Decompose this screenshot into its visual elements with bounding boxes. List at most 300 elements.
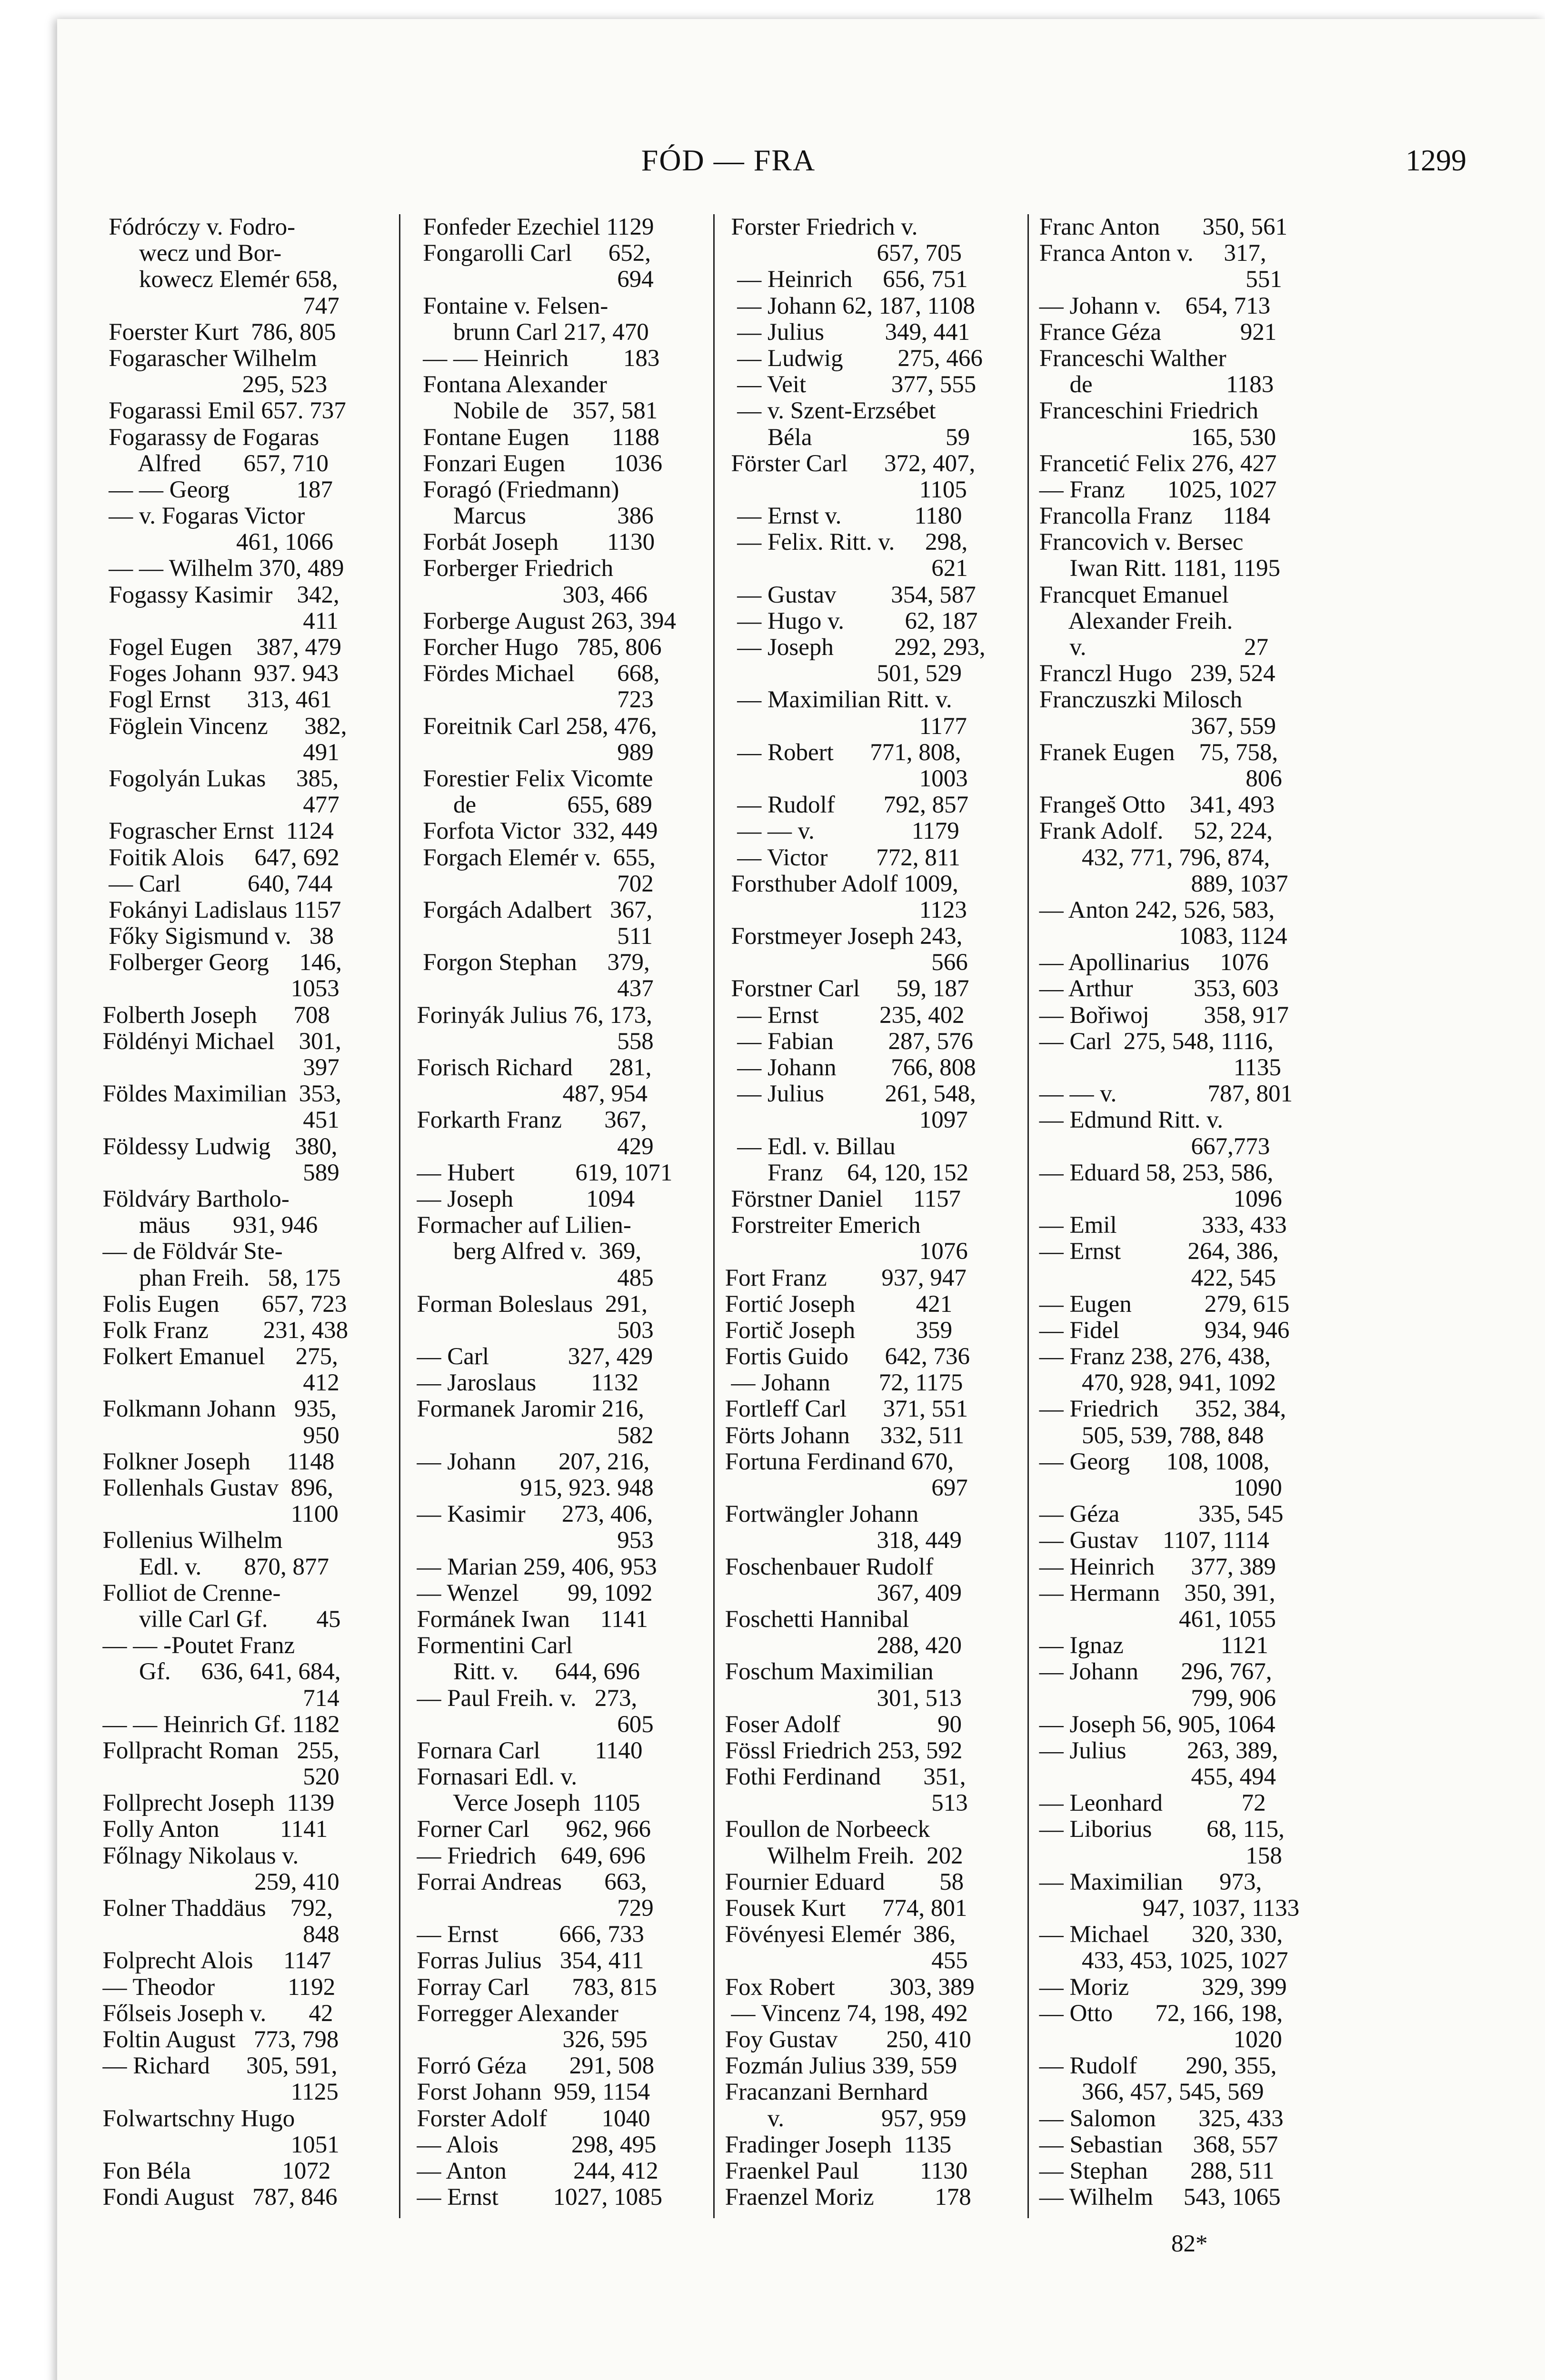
index-entry-line: — Edl. v. Billau <box>719 1133 896 1160</box>
index-entry-line: Fogel Eugen 387, 479 <box>90 634 341 661</box>
index-entry-line: Forstreiter Emerich <box>719 1212 921 1239</box>
index-entry-line: — — Wilhelm 370, 489 <box>90 555 344 582</box>
index-entry-line: Formánek Iwan 1141 <box>405 1606 648 1633</box>
index-entry-line: berg Alfred v. 369, <box>405 1238 642 1265</box>
index-entry-line: Folk Franz 231, 438 <box>90 1317 349 1344</box>
index-entry-line: — Julius 349, 441 <box>719 318 970 346</box>
index-entry-line: — Vincenz 74, 198, 492 <box>719 2000 968 2027</box>
index-entry-line: — Ludwig 275, 466 <box>719 345 983 372</box>
index-entry-line: 702 <box>405 870 654 897</box>
index-entry-line: France Géza 921 <box>1033 318 1277 346</box>
index-entry-line: 947, 1037, 1133 <box>1033 1895 1300 1922</box>
index-entry-line: — Otto 72, 166, 198, <box>1033 2000 1283 2027</box>
index-entry-line: — Heinrich 656, 751 <box>719 266 968 293</box>
index-entry-line: Foltin August 773, 798 <box>90 2026 339 2053</box>
index-entry-line: Fogolyán Lukas 385, <box>90 765 339 792</box>
index-entry-line: 513 <box>719 1790 968 1817</box>
index-entry-line: — Joseph 56, 905, 1064 <box>1033 1711 1276 1738</box>
index-entry-line: Folis Eugen 657, 723 <box>90 1290 347 1318</box>
index-entry-line: brunn Carl 217, 470 <box>405 318 649 346</box>
page-number: 1299 <box>1405 143 1466 177</box>
index-entry-line: Folwartschny Hugo <box>90 2105 295 2132</box>
index-entry-line: 950 <box>90 1422 339 1449</box>
index-entry-line: mäus 931, 946 <box>90 1212 318 1239</box>
index-entry-line: kowecz Elemér 658, <box>90 266 338 293</box>
index-entry-line: 301, 513 <box>719 1685 962 1712</box>
index-entry-line: Forgách Adalbert 367, <box>405 896 653 923</box>
index-entry-line: 461, 1055 <box>1033 1606 1276 1633</box>
index-entry-line: — Georg 108, 1008, <box>1033 1448 1270 1475</box>
index-entry-line: — Hugo v. 62, 187 <box>719 607 978 635</box>
index-entry-line: Fozmán Julius 339, 559 <box>719 2053 957 2080</box>
index-entry-line: — Wenzel 99, 1092 <box>405 1579 653 1606</box>
index-entry-line: 485 <box>405 1264 654 1291</box>
index-entry-line: Iwan Ritt. 1181, 1195 <box>1033 555 1280 582</box>
index-entry-line: Folliot de Crenne- <box>90 1579 281 1606</box>
index-entry-line: — Johann 72, 1175 <box>719 1369 963 1397</box>
index-entry-line: Forner Carl 962, 966 <box>405 1816 651 1843</box>
index-entry-line: Fothi Ferdinand 351, <box>719 1764 966 1791</box>
index-entry-line: 1100 <box>90 1501 339 1528</box>
index-entry-line: — Heinrich 377, 389 <box>1033 1553 1276 1580</box>
index-entry-line: Folkert Emanuel 275, <box>90 1343 338 1370</box>
index-entry-line: 477 <box>90 792 339 819</box>
index-entry-line: — — Georg 187 <box>90 476 333 503</box>
index-entry-line: 1076 <box>719 1238 968 1265</box>
index-entry-line: 953 <box>405 1527 654 1554</box>
index-entry-line: Fontane Eugen 1188 <box>405 424 659 451</box>
index-entry-line: 511 <box>405 923 653 950</box>
index-entry-line: Franz 64, 120, 152 <box>719 1159 969 1186</box>
index-entry-line: Forbát Joseph 1130 <box>405 529 655 556</box>
index-entry-line: Fondi August 787, 846 <box>90 2184 338 2211</box>
index-entry-line: Forgon Stephan 379, <box>405 949 650 976</box>
index-entry-line: Förstner Daniel 1157 <box>719 1185 961 1212</box>
index-entry-line: — Anton 242, 526, 583, <box>1033 896 1275 923</box>
index-entry-line: Fortleff Carl 371, 551 <box>719 1396 968 1423</box>
index-entry-line: 487, 954 <box>405 1081 648 1108</box>
index-entry-line: Foragó (Friedmann) <box>405 476 619 503</box>
index-entry-line: 729 <box>405 1895 654 1922</box>
page-header <box>0 143 1545 186</box>
index-entry-line: Főky Sigismund v. 38 <box>90 923 334 950</box>
index-entry-line: — Maximilian 973, <box>1033 1868 1262 1895</box>
index-entry-line: Foschetti Hannibal <box>719 1606 909 1633</box>
index-entry-line: 582 <box>405 1422 654 1449</box>
index-entry-line: 1123 <box>719 896 967 923</box>
index-entry-line: Főlnagy Nikolaus v. <box>90 1842 299 1869</box>
index-entry-line: 501, 529 <box>719 660 962 687</box>
index-entry-line: 303, 466 <box>405 581 648 608</box>
index-entry-line: — Liborius 68, 115, <box>1033 1816 1285 1843</box>
index-entry-line: — Felix. Ritt. v. 298, <box>719 529 968 556</box>
index-entry-line: — v. Fogaras Victor <box>90 503 305 530</box>
index-entry-line: Forkarth Franz 367, <box>405 1107 647 1134</box>
index-entry-line: 747 <box>90 292 339 319</box>
index-entry-line: Fogarassy de Fogaras <box>90 424 319 451</box>
index-entry-line: Földes Maximilian 353, <box>90 1081 341 1108</box>
index-entry-line: 589 <box>90 1159 339 1186</box>
index-entry-line: — Ernst 666, 733 <box>405 1921 644 1948</box>
index-entry-line: Folner Thaddäus 792, <box>90 1895 333 1922</box>
index-entry-line: — Friedrich 352, 384, <box>1033 1396 1286 1423</box>
index-entry-line: 367, 409 <box>719 1579 962 1606</box>
index-entry-line: — — Heinrich 183 <box>405 345 660 372</box>
index-entry-line: 451 <box>90 1107 339 1134</box>
index-entry-line: Fortič Joseph 359 <box>719 1317 953 1344</box>
index-entry-line: 1097 <box>719 1107 968 1134</box>
index-entry-line: — de Földvár Ste- <box>90 1238 283 1265</box>
index-entry-line: Alfred 657, 710 <box>90 450 329 477</box>
index-entry-line: Fograscher Ernst 1124 <box>90 818 334 845</box>
index-entry-line: Francolla Franz 1184 <box>1033 503 1271 530</box>
index-entry-line: 714 <box>90 1685 339 1712</box>
index-entry-line: Fortis Guido 642, 736 <box>719 1343 970 1370</box>
index-entry-line: Forman Boleslaus 291, <box>405 1290 648 1318</box>
index-entry-line: Formanek Jaromir 216, <box>405 1396 644 1423</box>
index-entry-line: Franc Anton 350, 561 <box>1033 214 1288 240</box>
index-entry-line: Foschenbauer Rudolf <box>719 1553 934 1580</box>
index-entry-line: — Johann 62, 187, 1108 <box>719 292 975 319</box>
index-entry-line: Franczuszki Milosch <box>1033 686 1243 714</box>
index-entry-line: 318, 449 <box>719 1527 962 1554</box>
index-entry-line: Forró Géza 291, 508 <box>405 2053 655 2080</box>
index-entry-line: — Jaroslaus 1132 <box>405 1369 639 1397</box>
index-entry-line: Fonfeder Ezechiel 1129 <box>405 214 654 240</box>
index-entry-line: Fonzari Eugen 1036 <box>405 450 663 477</box>
index-entry-line: 657, 705 <box>719 240 962 267</box>
index-entry-line: Fokányi Ladislaus 1157 <box>90 896 341 923</box>
index-entry-line: v. 957, 959 <box>719 2105 967 2132</box>
index-entry-line: Fortuna Ferdinand 670, <box>719 1448 954 1475</box>
index-entry-line: Folberth Joseph 708 <box>90 1002 330 1029</box>
index-entry-line: 295, 523 <box>90 371 328 398</box>
index-entry-line: Follprecht Joseph 1139 <box>90 1790 335 1817</box>
index-entry-line: — Hermann 350, 391, <box>1033 1579 1276 1606</box>
index-entry-line: — Joseph 292, 293, <box>719 634 986 661</box>
index-entry-line: Frank Adolf. 52, 224, <box>1033 818 1273 845</box>
index-entry-line: 1125 <box>90 2079 339 2106</box>
index-column-1 <box>90 214 405 2218</box>
index-entry-line: Verce Joseph 1105 <box>405 1790 640 1817</box>
index-entry-line: 505, 539, 788, 848 <box>1033 1422 1264 1449</box>
index-entry-line: — Carl 327, 429 <box>405 1343 653 1370</box>
index-entry-line: 799, 906 <box>1033 1685 1276 1712</box>
index-entry-line: — Julius 261, 548, <box>719 1081 976 1108</box>
index-entry-line: 605 <box>405 1711 654 1738</box>
index-entry-line: Alexander Freih. <box>1033 607 1233 635</box>
index-entry-line: Forster Friedrich v. <box>719 214 918 240</box>
index-entry-line: 411 <box>90 607 339 635</box>
index-entry-line: Ritt. v. 644, 696 <box>405 1658 640 1686</box>
index-entry-line: Fornasari Edl. v. <box>405 1764 578 1791</box>
index-entry-line: — Anton 244, 412 <box>405 2157 658 2184</box>
index-entry-line: — Gustav 1107, 1114 <box>1033 1527 1269 1554</box>
index-entry-line: — Leonhard 72 <box>1033 1790 1266 1817</box>
index-entry-line: Fraenzel Moriz 178 <box>719 2184 971 2211</box>
index-entry-line: Fogassy Kasimir 342, <box>90 581 339 608</box>
index-entry-line: — — -Poutet Franz <box>90 1632 295 1659</box>
index-entry-line: Fortwängler Johann <box>719 1501 919 1528</box>
index-entry-line: — Stephan 288, 511 <box>1033 2157 1275 2184</box>
index-entry-line: 432, 771, 796, 874, <box>1033 844 1270 871</box>
index-entry-line: Foges Johann 937. 943 <box>90 660 339 687</box>
index-entry-line: — Edmund Ritt. v. <box>1033 1107 1224 1134</box>
index-entry-line: — Sebastian 368, 557 <box>1033 2131 1278 2158</box>
index-column-4 <box>1033 214 1347 2218</box>
index-entry-line: Fraenkel Paul 1130 <box>719 2157 968 2184</box>
index-entry-line: — Rudolf 290, 355, <box>1033 2053 1277 2080</box>
index-entry-line: ville Carl Gf. 45 <box>90 1606 341 1633</box>
index-entry-line: Förts Johann 332, 511 <box>719 1422 965 1449</box>
index-entry-line: Forinyák Julius 76, 173, <box>405 1002 652 1029</box>
index-entry-line: 551 <box>1033 266 1282 293</box>
index-entry-line: Fördes Michael 668, <box>405 660 660 687</box>
index-entry-line: 694 <box>405 266 654 293</box>
index-entry-line: Franczl Hugo 239, 524 <box>1033 660 1276 687</box>
index-entry-line: — Bořiwoj 358, 917 <box>1033 1002 1289 1029</box>
index-entry-line: — v. Szent-Erzsébet <box>719 397 936 425</box>
index-entry-line: Frangeš Otto 341, 493 <box>1033 792 1275 819</box>
index-entry-line: 621 <box>719 555 968 582</box>
index-entry-line: 455 <box>719 1947 968 1974</box>
index-entry-line: Forray Carl 783, 815 <box>405 1973 657 2001</box>
index-entry-line: 412 <box>90 1369 339 1397</box>
index-entry-line: — Eduard 58, 253, 586, <box>1033 1159 1274 1186</box>
index-entry-line: Franceschini Friedrich <box>1033 397 1259 425</box>
index-entry-line: Nobile de 357, 581 <box>405 397 658 425</box>
index-entry-line: — Géza 335, 545 <box>1033 1501 1284 1528</box>
index-entry-line: — Ernst 1027, 1085 <box>405 2184 663 2211</box>
index-column-2 <box>405 214 719 2218</box>
index-entry-line: Foreitnik Carl 258, 476, <box>405 713 657 740</box>
index-entry-line: Wilhelm Freih. 202 <box>719 1842 963 1869</box>
index-entry-line: Fogl Ernst 313, 461 <box>90 686 332 714</box>
index-entry-line: v. 27 <box>1033 634 1268 661</box>
index-entry-line: Forgach Elemér v. 655, <box>405 844 656 871</box>
index-entry-line: Forcher Hugo 785, 806 <box>405 634 662 661</box>
index-entry-line: — Apollinarius 1076 <box>1033 949 1269 976</box>
index-entry-line: — Eugen 279, 615 <box>1033 1290 1290 1318</box>
index-entry-line: 1105 <box>719 476 967 503</box>
index-entry-line: Folly Anton 1141 <box>90 1816 328 1843</box>
index-entry-line: — — Heinrich Gf. 1182 <box>90 1711 340 1738</box>
index-entry-line: Földessy Ludwig 380, <box>90 1133 338 1160</box>
index-entry-line: Fradinger Joseph 1135 <box>719 2131 952 2158</box>
index-entry-line: 1051 <box>90 2131 339 2158</box>
index-entry-line: Gf. 636, 641, 684, <box>90 1658 341 1686</box>
index-entry-line: Fövényesi Elemér 386, <box>719 1921 956 1948</box>
index-entry-line: Fontana Alexander <box>405 371 607 398</box>
index-entry-line: 1090 <box>1033 1475 1282 1501</box>
index-entry-line: Forrai Andreas 663, <box>405 1868 647 1895</box>
index-entry-line: — Fabian 287, 576 <box>719 1028 974 1055</box>
column-rule <box>713 214 715 2218</box>
index-entry-line: 566 <box>719 949 968 976</box>
index-entry-line: Franek Eugen 75, 758, <box>1033 739 1278 766</box>
index-entry-line: 165, 530 <box>1033 424 1276 451</box>
index-entry-line: 848 <box>90 1921 339 1948</box>
index-entry-line: Földváry Bartholo- <box>90 1185 289 1212</box>
index-entry-line: — Theodor 1192 <box>90 1973 336 2001</box>
index-entry-line: Föglein Vincenz 382, <box>90 713 347 740</box>
index-entry-line: — Maximilian Ritt. v. <box>719 686 952 714</box>
index-entry-line: Forster Adolf 1040 <box>405 2105 650 2132</box>
index-entry-line: Fogarassi Emil 657. 737 <box>90 397 346 425</box>
index-entry-line: — Johann 296, 767, <box>1033 1658 1272 1686</box>
index-entry-line: 433, 453, 1025, 1027 <box>1033 1947 1288 1974</box>
index-entry-line: Francquet Emanuel <box>1033 581 1229 608</box>
index-entry-line: Franceschi Walther <box>1033 345 1226 372</box>
index-entry-line: — Emil 333, 433 <box>1033 1212 1287 1239</box>
index-entry-line: Fournier Eduard 58 <box>719 1868 964 1895</box>
column-rule <box>1027 214 1029 2218</box>
index-entry-line: Fort Franz 937, 947 <box>719 1264 967 1291</box>
index-entry-line: — Wilhelm 543, 1065 <box>1033 2184 1281 2211</box>
index-entry-line: — Johann 207, 216, <box>405 1448 650 1475</box>
index-entry-line: 461, 1066 <box>90 529 333 556</box>
index-entry-line: 697 <box>719 1475 968 1501</box>
index-entry-line: wecz und Bor- <box>90 240 282 267</box>
index-entry-line: Francovich v. Bersec <box>1033 529 1244 556</box>
index-entry-line: Förster Carl 372, 407, <box>719 450 976 477</box>
index-entry-line: 1177 <box>719 713 967 740</box>
index-entry-line: 1083, 1124 <box>1033 923 1287 950</box>
index-entry-line: — Ernst 235, 402 <box>719 1002 965 1029</box>
index-entry-line: — Franz 1025, 1027 <box>1033 476 1277 503</box>
index-entry-line: Fössl Friedrich 253, 592 <box>719 1737 963 1764</box>
index-entry-line: Foser Adolf 90 <box>719 1711 962 1738</box>
index-entry-line: — Paul Freih. v. 273, <box>405 1685 638 1712</box>
index-entry-line: 366, 457, 545, 569 <box>1033 2079 1264 2106</box>
index-entry-line: Forregger Alexander <box>405 2000 618 2027</box>
index-entry-line: Foitik Alois 647, 692 <box>90 844 339 871</box>
index-entry-line: Folprecht Alois 1147 <box>90 1947 331 1974</box>
index-entry-line: — Arthur 353, 603 <box>1033 975 1279 1002</box>
index-entry-line: de 655, 689 <box>405 792 652 819</box>
index-entry-line: Forstner Carl 59, 187 <box>719 975 969 1002</box>
index-entry-line: 723 <box>405 686 654 714</box>
index-entry-line: 491 <box>90 739 339 766</box>
index-entry-line: Forfota Victor 332, 449 <box>405 818 658 845</box>
index-entry-line: Follpracht Roman 255, <box>90 1737 339 1764</box>
index-entry-line: — Salomon 325, 433 <box>1033 2105 1284 2132</box>
index-entry-line: 422, 545 <box>1033 1264 1276 1291</box>
index-entry-line: Forras Julius 354, 411 <box>405 1947 644 1974</box>
column-rule <box>399 214 400 2218</box>
index-entry-line: — Victor 772, 811 <box>719 844 960 871</box>
index-entry-line: Marcus 386 <box>405 503 654 530</box>
index-entry-line: — Johann 766, 808 <box>719 1054 976 1081</box>
index-entry-line: — Rudolf 792, 857 <box>719 792 969 819</box>
index-entry-line: — Marian 259, 406, 953 <box>405 1553 657 1580</box>
index-entry-line: 470, 928, 941, 1092 <box>1033 1369 1276 1397</box>
index-entry-line: 1020 <box>1033 2026 1282 2053</box>
running-head: FÓD — FRA <box>641 143 816 177</box>
index-entry-line: 806 <box>1033 765 1282 792</box>
index-entry-line: Foullon de Norbeeck <box>719 1816 930 1843</box>
index-entry-line: — Kasimir 273, 406, <box>405 1501 653 1528</box>
index-entry-line: Foy Gustav 250, 410 <box>719 2026 971 2053</box>
index-entry-line: Fox Robert 303, 389 <box>719 1973 975 2001</box>
index-entry-line: — Friedrich 649, 696 <box>405 1842 646 1869</box>
index-entry-line: 915, 923. 948 <box>405 1475 654 1501</box>
index-entry-line: Fortić Joseph 421 <box>719 1290 953 1318</box>
index-entry-line: 1096 <box>1033 1185 1282 1212</box>
index-entry-line: 437 <box>405 975 654 1002</box>
index-entry-line: Fódróczy v. Fodro- <box>90 214 296 240</box>
index-entry-line: phan Freih. 58, 175 <box>90 1264 341 1291</box>
index-entry-line: 1135 <box>1033 1054 1281 1081</box>
index-entry-line: Fon Béla 1072 <box>90 2157 331 2184</box>
index-column-3 <box>719 214 1033 2218</box>
index-entry-line: Formentini Carl <box>405 1632 573 1659</box>
index-entry-line: — — v. 787, 801 <box>1033 1081 1293 1108</box>
index-entry-line: Forstmeyer Joseph 243, <box>719 923 963 950</box>
index-entry-line: — Robert 771, 808, <box>719 739 961 766</box>
index-entry-line: — Moriz 329, 399 <box>1033 1973 1287 2001</box>
index-entry-line: 367, 559 <box>1033 713 1276 740</box>
index-entry-line: — Johann v. 654, 713 <box>1033 292 1271 319</box>
index-entry-line: — Ernst 264, 386, <box>1033 1238 1279 1265</box>
index-entry-line: 326, 595 <box>405 2026 648 2053</box>
index-entry-line: 989 <box>405 739 654 766</box>
index-entry-line: Follenius Wilhelm <box>90 1527 283 1554</box>
index-entry-line: — Michael 320, 330, <box>1033 1921 1283 1948</box>
index-entry-line: 503 <box>405 1317 654 1344</box>
index-entry-line: — Alois 298, 495 <box>405 2131 657 2158</box>
index-entry-line: Forberge August 263, 394 <box>405 607 676 635</box>
index-entry-line: — Ernst v. 1180 <box>719 503 962 530</box>
index-entry-line: 397 <box>90 1054 339 1081</box>
index-entry-line: 1053 <box>90 975 339 1002</box>
index-entry-line: 455, 494 <box>1033 1764 1276 1791</box>
index-entry-line: 158 <box>1033 1842 1282 1869</box>
index-entry-line: 288, 420 <box>719 1632 962 1659</box>
index-entry-line: — Franz 238, 276, 438, <box>1033 1343 1271 1370</box>
index-entry-line: 1003 <box>719 765 968 792</box>
index-entry-line: — Ignaz 1121 <box>1033 1632 1268 1659</box>
index-entry-line: 889, 1037 <box>1033 870 1288 897</box>
index-entry-line: Foschum Maximilian <box>719 1658 934 1686</box>
index-entry-line: Folberger Georg 146, <box>90 949 342 976</box>
index-entry-line: Folkmann Johann 935, <box>90 1396 337 1423</box>
signature-mark: 82* <box>1171 2231 1208 2257</box>
index-entry-line: — Julius 263, 389, <box>1033 1737 1278 1764</box>
index-entry-line: Fontaine v. Felsen- <box>405 292 608 319</box>
index-entry-line: Forst Johann 959, 1154 <box>405 2079 650 2106</box>
index-entry-line: 520 <box>90 1764 339 1791</box>
index-entry-line: Folkner Joseph 1148 <box>90 1448 335 1475</box>
index-entry-line: — Richard 305, 591, <box>90 2053 338 2080</box>
index-entry-line: — Veit 377, 555 <box>719 371 977 398</box>
index-entry-line: Fornara Carl 1140 <box>405 1737 643 1764</box>
index-entry-line: Fracanzani Bernhard <box>719 2079 928 2106</box>
index-entry-line: 259, 410 <box>90 1868 339 1895</box>
index-entry-line: Francetić Felix 276, 427 <box>1033 450 1277 477</box>
index-entry-line: Főlseis Joseph v. 42 <box>90 2000 333 2027</box>
index-entry-line: — Carl 275, 548, 1116, <box>1033 1028 1274 1055</box>
index-entry-line: Forisch Richard 281, <box>405 1054 652 1081</box>
index-entry-line: Follenhals Gustav 896, <box>90 1475 333 1501</box>
index-entry-line: Fogarascher Wilhelm <box>90 345 317 372</box>
index-entry-line: Forsthuber Adolf 1009, <box>719 870 958 897</box>
index-entry-line: Fongarolli Carl 652, <box>405 240 651 267</box>
index-entry-line: Edl. v. 870, 877 <box>90 1553 329 1580</box>
index-entry-line: — Joseph 1094 <box>405 1185 635 1212</box>
index-entry-line: — Fidel 934, 946 <box>1033 1317 1290 1344</box>
index-entry-line: Földényi Michael 301, <box>90 1028 341 1055</box>
